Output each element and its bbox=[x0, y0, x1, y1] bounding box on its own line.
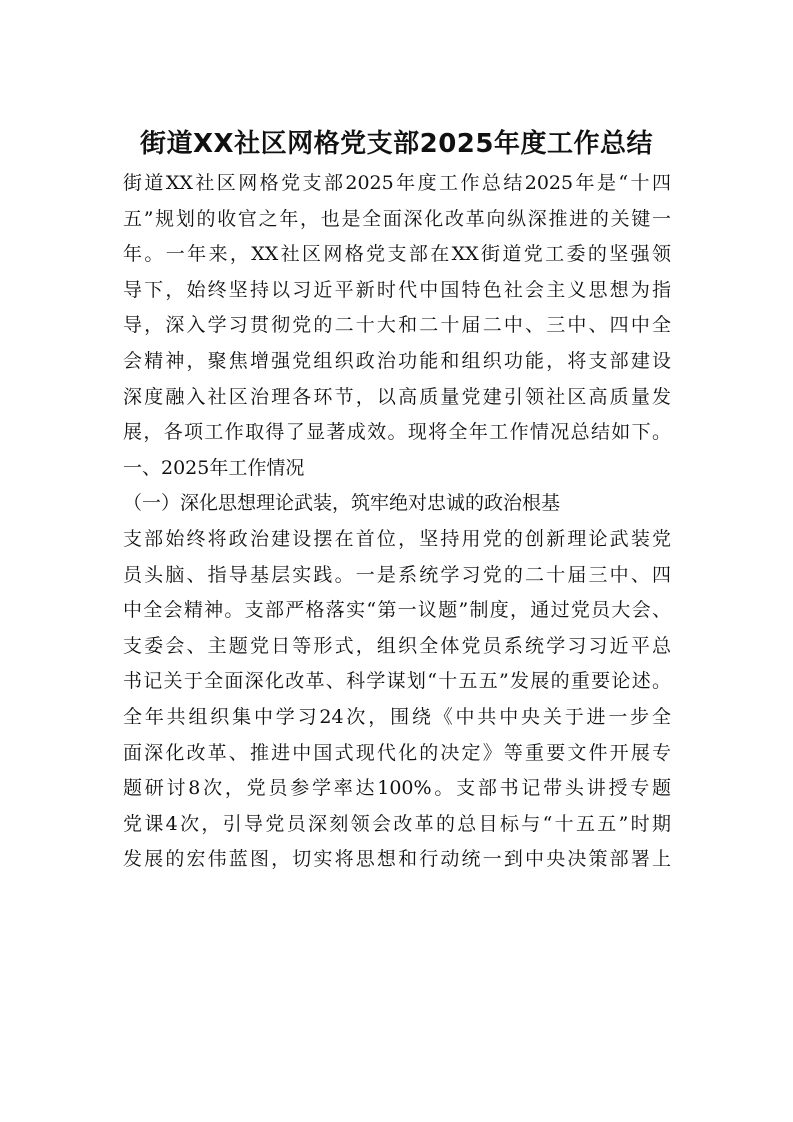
body-line: 发展的宏伟蓝图，切实将思想和行动统一到中央决策部署上 bbox=[123, 848, 671, 871]
body-line: 导，深入学习贯彻党的二十大和二十届二中、三中、四中全 bbox=[123, 314, 671, 337]
document-title: 街道XX社区网格党支部2025年度工作总结 bbox=[140, 129, 653, 159]
document-body bbox=[123, 166, 671, 878]
body-line: 展，各项工作取得了显著成效。现将全年工作情况总结如下。 bbox=[123, 421, 671, 444]
body-line: 题研讨8次，党员参学率达100%。支部书记带头讲授专题 bbox=[123, 777, 671, 800]
body-line: 面深化改革、推进中国式现代化的决定》等重要文件开展专 bbox=[123, 741, 671, 764]
body-line: 街道XX社区网格党支部2025年度工作总结2025年是“十四 bbox=[123, 172, 671, 194]
body-line: 会精神，聚焦增强党组织政治功能和组织功能，将支部建设 bbox=[123, 349, 671, 372]
body-line: 书记关于全面深化改革、科学谋划“十五五”发展的重要论述。 bbox=[123, 670, 671, 693]
section-heading: 一、2025年工作情况 bbox=[123, 456, 305, 479]
body-line: 党课4次，引导党员深刻领会改革的总目标与“十五五”时期 bbox=[123, 812, 671, 835]
body-line: 导下，始终坚持以习近平新时代中国特色社会主义思想为指 bbox=[123, 278, 671, 301]
body-line: 支委会、主题党日等形式，组织全体党员系统学习习近平总 bbox=[123, 634, 671, 657]
body-line: 中全会精神。支部严格落实“第一议题”制度，通过党员大会、 bbox=[123, 599, 671, 622]
body-line: 员头脑、指导基层实践。一是系统学习党的二十届三中、四 bbox=[123, 563, 671, 586]
body-line: 年。一年来，XX社区网格党支部在XX街道党工委的坚强领 bbox=[123, 243, 671, 266]
body-line: 深度融入社区治理各环节，以高质量党建引领社区高质量发 bbox=[123, 385, 671, 408]
body-line: 支部始终将政治建设摆在首位，坚持用党的创新理论武装党 bbox=[123, 527, 671, 550]
body-line: 全年共组织集中学习24次，围绕《中共中央关于进一步全 bbox=[123, 705, 671, 728]
subsection-heading: （一）深化思想理论武装，筑牢绝对忠诚的政治根基 bbox=[123, 492, 561, 515]
body-line: 五”规划的收官之年，也是全面深化改革向纵深推进的关键一 bbox=[123, 207, 671, 230]
